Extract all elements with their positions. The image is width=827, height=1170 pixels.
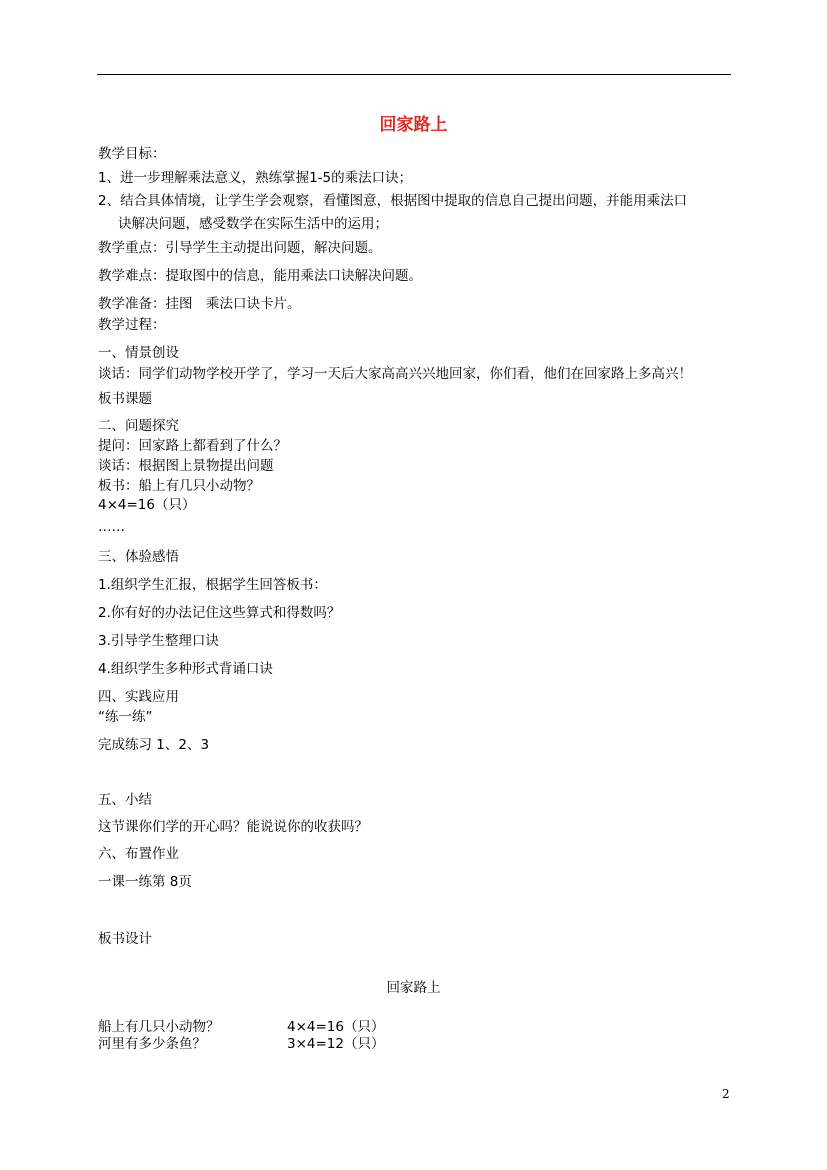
board-question: 河里有多少条鱼？ (98, 1036, 206, 1052)
section-heading: 一、情景创设 (98, 345, 179, 361)
page-number: 2 (722, 1087, 730, 1101)
text-line: 2、结合具体情境，让学生学会观察，看懂图意，根据图中提取的信息自己提出问题，并能用乘法口 (98, 193, 688, 209)
text-line: 提问：回家路上都看到了什么？ (98, 438, 287, 454)
header-rule (97, 74, 731, 75)
text-line: 教学目标： (98, 146, 166, 162)
text-line: 教学重点：引导学生主动提出问题，解决问题。 (98, 240, 382, 256)
text-line: 1、进一步理解乘法意义，熟练掌握1-5的乘法口诀； (98, 170, 413, 186)
text-line: 教学难点：提取图中的信息，能用乘法口诀解决问题。 (98, 268, 422, 284)
text-line: 4×4=16（只） (98, 497, 196, 513)
text-line: 这节课你们学的开心吗？能说说你的收获吗？ (98, 819, 368, 835)
board-answer: 3×4=12（只） (287, 1036, 385, 1052)
text-line: “练一练” (98, 709, 153, 725)
text-line: 谈话：根据图上景物提出问题 (98, 458, 274, 474)
section-heading: 三、体验感悟 (98, 549, 179, 565)
section-heading: 二、问题探究 (98, 418, 179, 434)
text-line: 板书：船上有几只小动物？ (98, 478, 260, 494)
text-line: 3.引导学生整理口诀 (98, 633, 219, 649)
page-title: 回家路上 (379, 115, 448, 135)
text-line: 1.组织学生汇报，根据学生回答板书： (98, 577, 327, 593)
text-line: 完成练习 1、2、3 (98, 737, 210, 753)
text-line: 诀解决问题，感受数学在实际生活中的运用； (118, 216, 388, 232)
section-heading: 五、小结 (98, 792, 152, 808)
text-line: 教学过程： (98, 317, 166, 333)
text-line: 教学准备：挂图 乘法口诀卡片。 (98, 296, 301, 312)
board-title: 回家路上 (386, 980, 441, 996)
text-line: 板书课题 (98, 391, 152, 407)
board-answer: 4×4=16（只） (287, 1019, 385, 1035)
board-question: 船上有几只小动物？ (98, 1019, 220, 1035)
section-heading: 六、布置作业 (98, 846, 179, 862)
text-line: 2.你有好的办法记住这些算式和得数吗？ (98, 605, 341, 621)
text-line: …… (98, 519, 125, 535)
section-heading: 板书设计 (98, 931, 152, 947)
text-line: 4.组织学生多种形式背诵口诀 (98, 661, 273, 677)
text-line: 一课一练第 8页 (98, 874, 192, 890)
text-line: 谈话：同学们动物学校开学了，学习一天后大家高高兴兴地回家，你们看，他们在回家路上多高兴！ (98, 366, 692, 382)
section-heading: 四、实践应用 (98, 689, 179, 705)
